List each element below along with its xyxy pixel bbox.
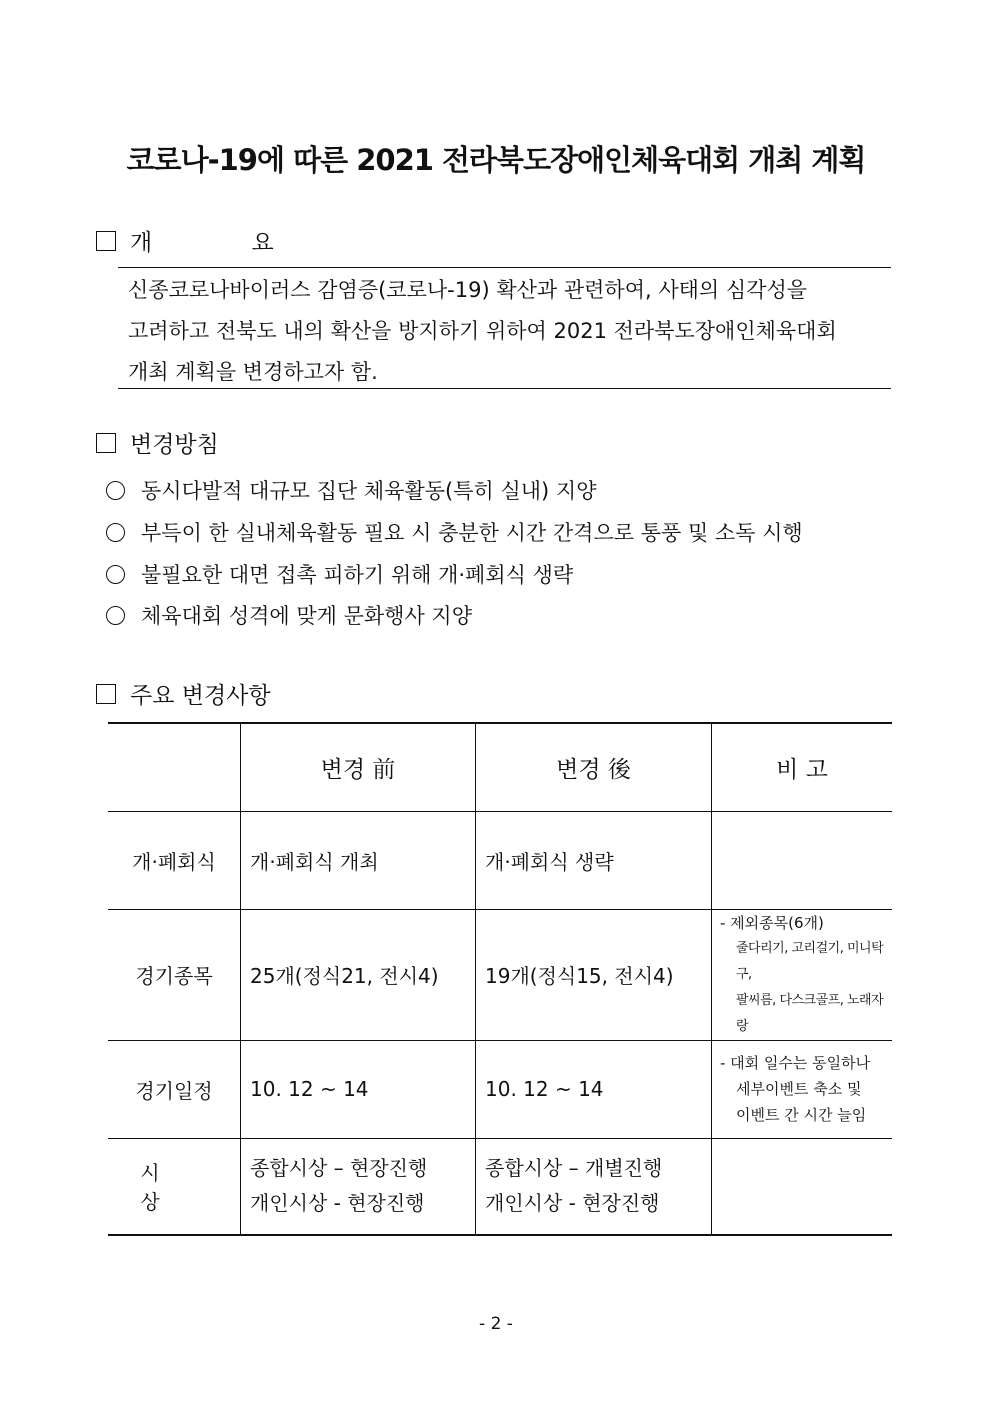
note-line: 팔씨름, 다스크골프, 노래자랑	[736, 992, 884, 1034]
table-row	[108, 909, 892, 1040]
policy-item	[106, 559, 573, 589]
row-item-cell: 경기종목	[108, 909, 241, 1040]
policy-item-text: 체육대회 성격에 맞게 문화행사 지양	[141, 604, 472, 628]
square-bullet-icon	[96, 231, 116, 251]
policy-item	[106, 475, 596, 505]
after-cell: 10. 12 ~ 14	[476, 1040, 712, 1138]
row-item-cell: 경기일정	[108, 1040, 241, 1138]
page-number: - 2 -	[479, 1314, 513, 1334]
overview-summary-box	[118, 267, 891, 389]
note-cell	[712, 1138, 893, 1235]
section-overview-heading	[96, 224, 320, 257]
policy-item	[106, 600, 472, 630]
after-cell: 19개(정식15, 전시4)	[476, 909, 712, 1040]
cell-line: 종합시상 – 개별진행	[485, 1156, 663, 1181]
section-label: 변경방침	[130, 432, 219, 458]
changes-table	[108, 722, 892, 1236]
cell-line: 개인시상 - 현장진행	[485, 1191, 660, 1216]
note-line: - 제외종목(6개)	[720, 913, 824, 932]
summary-line: 신종코로나바이러스 감염증(코로나-19) 확산과 관련하여, 사태의 심각성을	[128, 278, 808, 302]
table-row	[108, 811, 892, 909]
policy-item-text: 동시다발적 대규모 집단 체육활동(특히 실내) 지양	[141, 479, 597, 503]
policy-item	[106, 517, 803, 547]
section-policy-heading	[96, 426, 219, 459]
note-line: 세부이벤트 축소 및	[736, 1080, 862, 1098]
table-header-row	[108, 723, 892, 811]
note-cell	[712, 1040, 893, 1138]
before-cell: 25개(정식21, 전시4)	[241, 909, 476, 1040]
before-cell: 10. 12 ~ 14	[241, 1040, 476, 1138]
section-changes-heading	[96, 677, 271, 710]
before-cell	[241, 1138, 476, 1235]
table-row	[108, 1040, 892, 1138]
row-item-cell: 개·폐회식	[108, 811, 241, 909]
document-title: 코로나-19에 따른 2021 전라북도장애인체육대회 개최 계획	[126, 143, 866, 177]
header-cell-before: 변경 前	[241, 723, 476, 811]
header-cell-empty	[108, 723, 241, 811]
circle-bullet-icon	[106, 606, 125, 625]
header-cell-note: 비 고	[712, 723, 893, 811]
circle-bullet-icon	[106, 481, 125, 500]
row-item-cell: 시 상	[108, 1138, 241, 1235]
section-label: 개 요	[130, 230, 320, 256]
circle-bullet-icon	[106, 523, 125, 542]
summary-line: 개최 계획을 변경하고자 함.	[128, 360, 378, 384]
before-cell: 개·폐회식 개최	[241, 811, 476, 909]
after-cell	[476, 1138, 712, 1235]
table-row	[108, 1138, 892, 1235]
circle-bullet-icon	[106, 565, 125, 584]
note-cell	[712, 811, 893, 909]
cell-line: 종합시상 – 현장진행	[250, 1156, 428, 1181]
note-line: 줄다리기, 고리걸기, 미니탁구,	[736, 940, 884, 982]
square-bullet-icon	[96, 684, 116, 704]
policy-item-text: 부득이 한 실내체육활동 필요 시 충분한 시간 간격으로 통풍 및 소독 시행	[141, 521, 803, 545]
square-bullet-icon	[96, 433, 116, 453]
after-cell: 개·폐회식 생략	[476, 811, 712, 909]
section-label: 주요 변경사항	[130, 683, 271, 709]
note-cell	[712, 909, 893, 1040]
policy-item-text: 불필요한 대면 접촉 피하기 위해 개·폐회식 생략	[141, 563, 574, 587]
summary-line: 고려하고 전북도 내의 확산을 방지하기 위하여 2021 전라북도장애인체육대회	[128, 319, 837, 343]
header-cell-after: 변경 後	[476, 723, 712, 811]
cell-line: 개인시상 - 현장진행	[250, 1191, 425, 1216]
note-line: 이벤트 간 시간 늘임	[736, 1106, 867, 1124]
note-line: - 대회 일수는 동일하나	[720, 1054, 871, 1072]
